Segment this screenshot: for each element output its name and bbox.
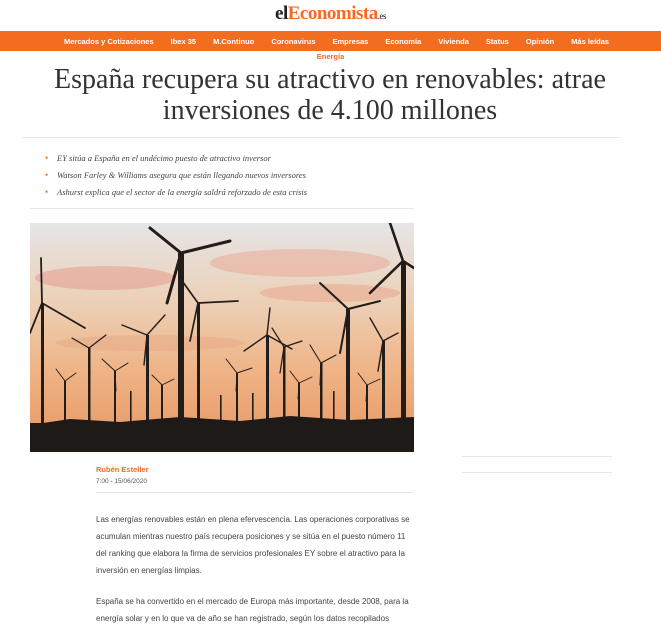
article-author[interactable]: Rubén Esteller [96, 465, 149, 474]
summary-item: • EY sitúa a España en el undécimo puesto de atractivo inversor [45, 150, 425, 167]
logo-prefix: el [275, 3, 288, 24]
article-paragraph: Las energías renovables están en plena efervescencia. Las operaciones corporativas se acumulan mientras nuestro país recupera posiciones y se sitúa en el puesto número 11 del ranking que elabora la firma de servicios profesionales EY sobre el atractivo para la inversión en energías limpias. [96, 515, 410, 575]
nav-item-empresas[interactable]: Empresas [332, 36, 369, 46]
article-summary [45, 150, 425, 201]
headline-divider [22, 137, 620, 138]
article-paragraph: España se ha convertido en el mercado de Europa más importante, desde 2008, para la energía solar y en lo que va de año se han registrado, según los datos recopilados [96, 597, 409, 623]
article-body [96, 511, 416, 641]
nav-item-economia[interactable]: Economía [385, 36, 422, 46]
site-logo[interactable] [0, 3, 661, 25]
logo-accent: Economista [287, 3, 378, 24]
summary-item: • Watson Farley & Williams asegura que están llegando nuevos inversores [45, 167, 425, 184]
summary-item: • Ashurst explica que el sector de la energía saldrá reforzado de esta crisis [45, 184, 425, 201]
article-headline: España recupera su atractivo en renovables: atrae inversiones de 4.100 millones [54, 64, 606, 126]
section-tag[interactable]: Energía [316, 52, 345, 61]
nav-item-coronavirus[interactable]: Coronavirus [271, 36, 316, 46]
nav-item-mas-leidas[interactable]: Más leídas [571, 36, 610, 46]
sidebar-divider-1 [462, 456, 612, 457]
nav-item-mercados[interactable]: Mercados y Cotizaciones [64, 36, 154, 46]
sunset-wind-farm-illustration [30, 223, 414, 452]
byline-divider [96, 492, 414, 493]
logo-suffix: .es [377, 11, 386, 21]
main-nav [0, 31, 661, 51]
article-date: 7:00 - 15/06/2020 [96, 478, 147, 485]
hero-image-wind-turbines [30, 223, 414, 452]
nav-item-opinion[interactable]: Opinión [525, 36, 555, 46]
nav-item-mcontinuo[interactable]: M.Continuo [213, 36, 255, 46]
nav-item-vivienda[interactable]: Vivienda [438, 36, 469, 46]
summary-divider [30, 208, 414, 209]
nav-item-ibex35[interactable]: Ibex 35 [170, 36, 197, 46]
nav-item-status[interactable]: Status [485, 36, 509, 46]
sidebar-divider-2 [462, 472, 612, 473]
